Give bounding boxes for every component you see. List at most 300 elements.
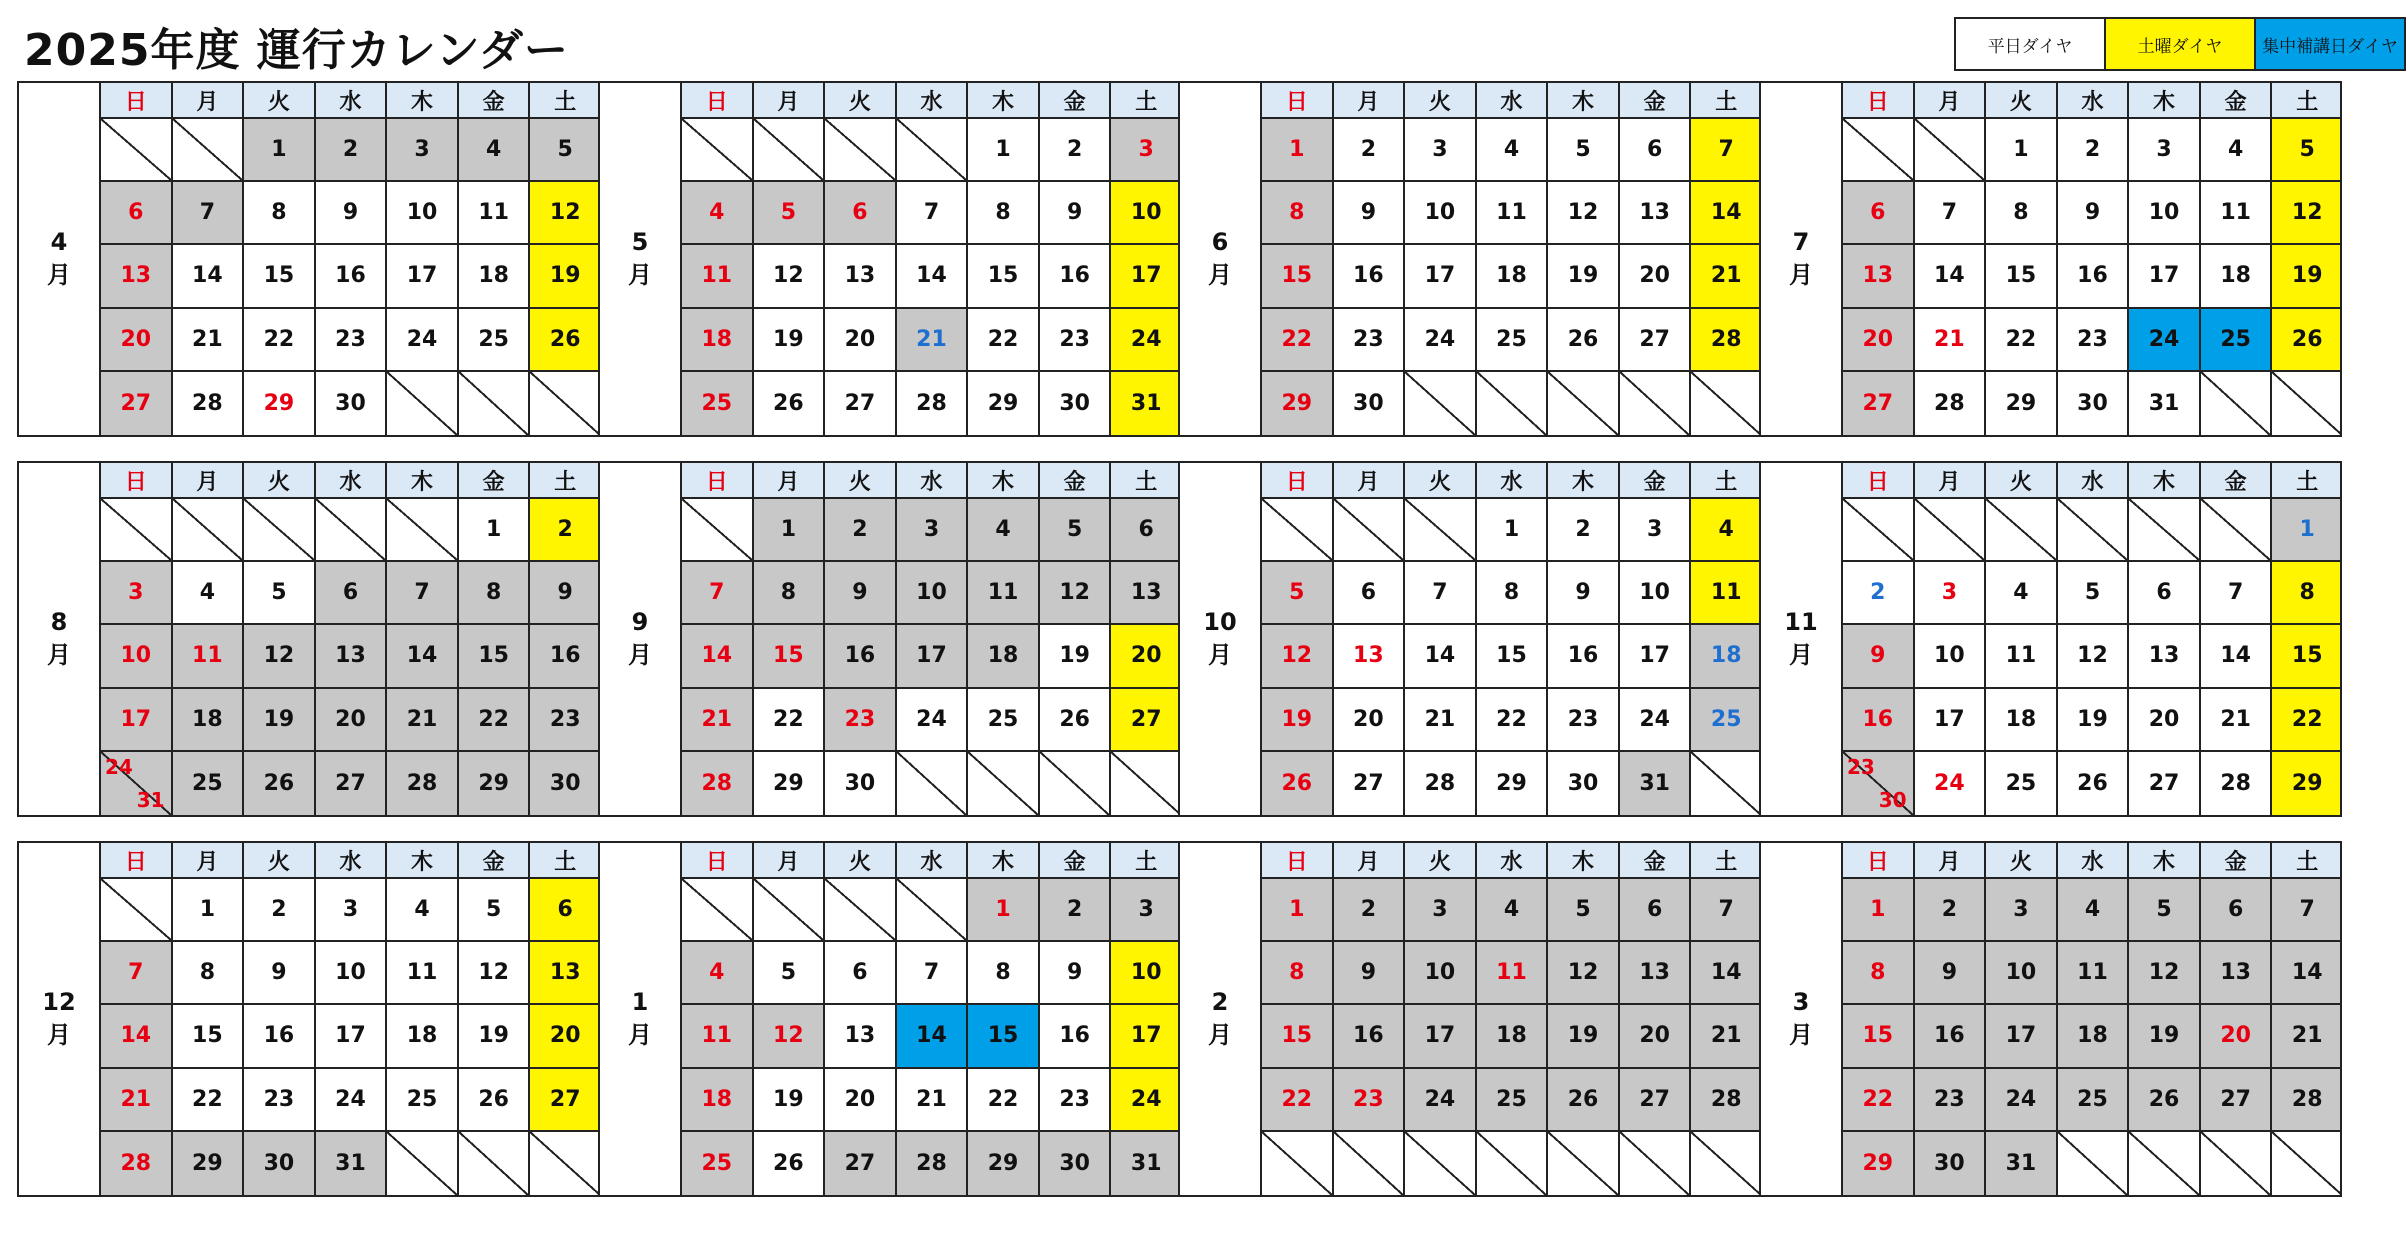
day-cell: 11	[457, 182, 529, 245]
day-cell: 11	[2056, 942, 2128, 1005]
day-cell: 11	[966, 562, 1038, 625]
day-cell: 7	[1689, 119, 1761, 182]
day-cell: 18	[385, 1005, 457, 1068]
month-unit: 月	[1208, 261, 1232, 289]
day-cell: 2	[1332, 879, 1404, 942]
day-cell: 30	[1038, 1132, 1110, 1195]
day-cell: 29	[1841, 1132, 1913, 1195]
weekday-header: 水	[895, 463, 967, 499]
day-cell: 6	[2199, 879, 2271, 942]
day-cell: 24	[895, 689, 967, 752]
month-label	[19, 83, 99, 435]
day-cell: 17	[895, 625, 967, 688]
day-cell: 10	[314, 942, 386, 1005]
weekday-header: 火	[1403, 83, 1475, 119]
day-cell: 1	[966, 879, 1038, 942]
day-cell: 3	[1403, 119, 1475, 182]
weekday-header: 金	[1618, 83, 1690, 119]
day-cell: 14	[1689, 182, 1761, 245]
day-cell: 27	[528, 1069, 600, 1132]
day-cell: 12	[1038, 562, 1110, 625]
day-cell: 3	[1109, 879, 1181, 942]
weekday-header: 火	[823, 463, 895, 499]
day-cell: 26	[1546, 1069, 1618, 1132]
day-cell: 1	[1841, 879, 1913, 942]
month-label	[1180, 843, 1260, 1195]
weekday-header: 金	[2199, 843, 2271, 879]
day-cell: 28	[2270, 1069, 2342, 1132]
day-cell: 13	[99, 245, 171, 308]
weekday-header: 木	[385, 463, 457, 499]
day-cell: 19	[2270, 245, 2342, 308]
day-cell: 10	[1403, 182, 1475, 245]
day-cell: 4	[1475, 879, 1547, 942]
month-unit: 月	[1789, 261, 1813, 289]
day-cell: 7	[895, 942, 967, 1005]
day-cell: 28	[895, 372, 967, 435]
month-grid	[1260, 83, 1761, 435]
day-cell: 13	[2127, 625, 2199, 688]
day-cell: 15	[1260, 245, 1332, 308]
day-cell: 20	[314, 689, 386, 752]
day-cell: 21	[680, 689, 752, 752]
empty-day-cell	[2270, 372, 2342, 435]
empty-day-cell	[2199, 1132, 2271, 1195]
day-cell: 28	[1913, 372, 1985, 435]
day-cell: 27	[1618, 1069, 1690, 1132]
day-cell: 30	[1332, 372, 1404, 435]
month-label	[19, 463, 99, 815]
day-cell: 15	[966, 245, 1038, 308]
day-cell: 24	[385, 309, 457, 372]
day-cell: 31	[1618, 752, 1690, 815]
day-cell: 2	[242, 879, 314, 942]
day-cell: 18	[171, 689, 243, 752]
day-cell: 14	[99, 1005, 171, 1068]
month-label	[1761, 83, 1841, 435]
day-cell: 4	[171, 562, 243, 625]
day-cell: 1	[171, 879, 243, 942]
day-cell: 17	[1913, 689, 1985, 752]
weekday-header: 木	[1546, 83, 1618, 119]
weekday-header: 金	[2199, 463, 2271, 499]
day-cell: 1	[966, 119, 1038, 182]
empty-day-cell	[1038, 752, 1110, 815]
month-number: 2	[1211, 988, 1229, 1016]
empty-day-cell	[966, 752, 1038, 815]
weekday-header: 土	[1109, 83, 1181, 119]
day-cell: 10	[1913, 625, 1985, 688]
weekday-header: 土	[2270, 463, 2342, 499]
day-cell: 5	[1546, 879, 1618, 942]
day-cell: 24	[1618, 689, 1690, 752]
day-cell: 13	[2199, 942, 2271, 1005]
weekday-header: 水	[314, 83, 386, 119]
empty-day-cell	[823, 879, 895, 942]
weekday-header: 日	[99, 463, 171, 499]
day-cell: 30	[1038, 372, 1110, 435]
empty-day-cell	[1984, 499, 2056, 562]
weekday-header: 木	[2127, 463, 2199, 499]
month-label	[19, 843, 99, 1195]
day-cell: 16	[1332, 245, 1404, 308]
day-cell: 27	[1841, 372, 1913, 435]
day-cell: 18	[1984, 689, 2056, 752]
day-cell: 7	[1913, 182, 1985, 245]
empty-day-cell	[1689, 1132, 1761, 1195]
day-cell: 8	[1475, 562, 1547, 625]
day-cell: 1	[2270, 499, 2342, 562]
day-cell: 26	[2056, 752, 2128, 815]
day-cell: 23	[2056, 309, 2128, 372]
day-cell: 28	[1689, 1069, 1761, 1132]
weekday-header: 月	[1332, 83, 1404, 119]
month-label	[1761, 463, 1841, 815]
month-block	[1759, 81, 2342, 437]
empty-day-cell	[2270, 1132, 2342, 1195]
day-cell: 30	[314, 372, 386, 435]
day-cell: 9	[2056, 182, 2128, 245]
day-cell: 12	[1546, 942, 1618, 1005]
day-cell: 21	[1689, 245, 1761, 308]
empty-day-cell	[823, 119, 895, 182]
day-cell: 11	[680, 1005, 752, 1068]
day-cell: 15	[752, 625, 824, 688]
day-cell: 2	[1913, 879, 1985, 942]
day-cell: 20	[823, 1069, 895, 1132]
weekday-header: 月	[171, 463, 243, 499]
day-cell: 3	[1403, 879, 1475, 942]
day-cell: 11	[385, 942, 457, 1005]
day-cell: 29	[1984, 372, 2056, 435]
day-cell: 12	[528, 182, 600, 245]
weekday-header: 月	[1913, 83, 1985, 119]
day-cell: 4	[2056, 879, 2128, 942]
weekday-header: 日	[99, 843, 171, 879]
month-grid	[99, 463, 600, 815]
day-cell: 26	[2270, 309, 2342, 372]
day-cell: 22	[1260, 309, 1332, 372]
month-grid	[680, 83, 1181, 435]
month-grid	[99, 843, 600, 1195]
month-grid	[1841, 463, 2342, 815]
day-cell: 18	[2199, 245, 2271, 308]
empty-day-cell	[1546, 1132, 1618, 1195]
day-cell: 4	[680, 942, 752, 1005]
day-cell: 13	[1618, 182, 1690, 245]
day-cell: 6	[823, 942, 895, 1005]
weekday-header: 水	[314, 463, 386, 499]
day-cell: 28	[2199, 752, 2271, 815]
weekday-header: 金	[1618, 463, 1690, 499]
weekday-header: 月	[1913, 463, 1985, 499]
day-cell: 5	[1546, 119, 1618, 182]
day-cell: 7	[1689, 879, 1761, 942]
weekday-header: 水	[895, 843, 967, 879]
empty-day-cell	[385, 1132, 457, 1195]
month-unit: 月	[47, 641, 71, 669]
day-cell: 22	[1475, 689, 1547, 752]
day-cell: 3	[314, 879, 386, 942]
day-cell: 26	[1260, 752, 1332, 815]
day-cell: 20	[99, 309, 171, 372]
day-cell: 17	[1403, 1005, 1475, 1068]
day-cell: 27	[823, 1132, 895, 1195]
split-day-lower: 30	[1878, 788, 1907, 812]
day-cell: 22	[752, 689, 824, 752]
day-cell: 23	[1546, 689, 1618, 752]
day-cell: 27	[1332, 752, 1404, 815]
day-cell: 14	[1913, 245, 1985, 308]
empty-day-cell	[1913, 499, 1985, 562]
empty-day-cell	[385, 499, 457, 562]
weekday-header: 月	[752, 463, 824, 499]
day-cell: 19	[2127, 1005, 2199, 1068]
day-cell: 21	[1403, 689, 1475, 752]
day-cell: 14	[2270, 942, 2342, 1005]
empty-day-cell	[2127, 499, 2199, 562]
day-cell: 20	[1332, 689, 1404, 752]
day-cell: 18	[966, 625, 1038, 688]
day-cell: 25	[966, 689, 1038, 752]
month-block	[17, 461, 600, 817]
day-cell: 28	[895, 1132, 967, 1195]
empty-day-cell	[1109, 752, 1181, 815]
empty-day-cell	[2199, 499, 2271, 562]
month-label	[1761, 843, 1841, 1195]
day-cell: 21	[1689, 1005, 1761, 1068]
month-label	[600, 83, 680, 435]
day-cell: 2	[1841, 562, 1913, 625]
month-unit: 月	[1208, 641, 1232, 669]
day-cell: 25	[1475, 309, 1547, 372]
weekday-header: 火	[1984, 843, 2056, 879]
day-cell: 2	[1546, 499, 1618, 562]
month-number: 8	[50, 608, 68, 636]
day-cell: 24	[1109, 309, 1181, 372]
day-cell: 25	[1984, 752, 2056, 815]
day-cell: 24	[1109, 1069, 1181, 1132]
weekday-header: 木	[2127, 843, 2199, 879]
day-cell: 23	[1332, 309, 1404, 372]
day-cell: 25	[680, 1132, 752, 1195]
weekday-header: 土	[2270, 83, 2342, 119]
day-cell: 23	[528, 689, 600, 752]
month-unit: 月	[1789, 641, 1813, 669]
split-day-cell	[1841, 752, 1913, 815]
empty-day-cell	[680, 119, 752, 182]
day-cell: 21	[171, 309, 243, 372]
day-cell: 1	[242, 119, 314, 182]
weekday-header: 土	[1689, 83, 1761, 119]
day-cell: 18	[680, 1069, 752, 1132]
day-cell: 4	[457, 119, 529, 182]
day-cell: 8	[457, 562, 529, 625]
empty-day-cell	[1689, 752, 1761, 815]
month-block	[598, 841, 1181, 1197]
day-cell: 29	[2270, 752, 2342, 815]
month-unit: 月	[628, 1021, 652, 1049]
day-cell: 14	[895, 245, 967, 308]
day-cell: 1	[457, 499, 529, 562]
day-cell: 14	[2199, 625, 2271, 688]
day-cell: 6	[528, 879, 600, 942]
day-cell: 16	[823, 625, 895, 688]
day-cell: 13	[1332, 625, 1404, 688]
day-cell: 13	[1618, 942, 1690, 1005]
empty-day-cell	[1260, 499, 1332, 562]
day-cell: 20	[2199, 1005, 2271, 1068]
day-cell: 12	[457, 942, 529, 1005]
weekday-header: 火	[1984, 463, 2056, 499]
day-cell: 30	[2056, 372, 2128, 435]
weekday-header: 火	[1984, 83, 2056, 119]
day-cell: 19	[752, 309, 824, 372]
weekday-header: 土	[528, 83, 600, 119]
day-cell: 24	[1984, 1069, 2056, 1132]
empty-day-cell	[1913, 119, 1985, 182]
day-cell: 18	[2056, 1005, 2128, 1068]
day-cell: 8	[1260, 942, 1332, 1005]
day-cell: 30	[1913, 1132, 1985, 1195]
day-cell: 8	[1260, 182, 1332, 245]
day-cell: 3	[385, 119, 457, 182]
day-cell: 28	[385, 752, 457, 815]
day-cell: 1	[1260, 119, 1332, 182]
empty-day-cell	[1260, 1132, 1332, 1195]
day-cell: 22	[1984, 309, 2056, 372]
weekday-header: 土	[2270, 843, 2342, 879]
day-cell: 17	[314, 1005, 386, 1068]
day-cell: 18	[1475, 245, 1547, 308]
day-cell: 31	[1109, 1132, 1181, 1195]
empty-day-cell	[2056, 1132, 2128, 1195]
month-block	[598, 461, 1181, 817]
day-cell: 29	[752, 752, 824, 815]
day-cell: 7	[99, 942, 171, 1005]
weekday-header: 月	[752, 83, 824, 119]
day-cell: 20	[528, 1005, 600, 1068]
day-cell: 29	[966, 372, 1038, 435]
day-cell: 2	[528, 499, 600, 562]
month-number: 1	[631, 988, 649, 1016]
day-cell: 30	[528, 752, 600, 815]
day-cell: 28	[99, 1132, 171, 1195]
month-number: 3	[1792, 988, 1810, 1016]
day-cell: 15	[457, 625, 529, 688]
day-cell: 11	[1984, 625, 2056, 688]
weekday-header: 木	[1546, 843, 1618, 879]
day-cell: 15	[1984, 245, 2056, 308]
day-cell: 19	[2056, 689, 2128, 752]
legend-intensive-class-schedule: 集中補講日ダイヤ	[2256, 19, 2404, 69]
day-cell: 6	[99, 182, 171, 245]
day-cell: 28	[680, 752, 752, 815]
day-cell: 11	[1475, 182, 1547, 245]
day-cell: 26	[752, 1132, 824, 1195]
day-cell: 5	[2056, 562, 2128, 625]
day-cell: 16	[242, 1005, 314, 1068]
day-cell: 11	[1475, 942, 1547, 1005]
day-cell: 9	[1038, 942, 1110, 1005]
split-day-lower: 31	[136, 788, 165, 812]
month-unit: 月	[47, 1021, 71, 1049]
day-cell: 22	[966, 1069, 1038, 1132]
empty-day-cell	[1689, 372, 1761, 435]
day-cell: 6	[1618, 119, 1690, 182]
empty-day-cell	[1475, 372, 1547, 435]
empty-day-cell	[1841, 499, 1913, 562]
weekday-header: 土	[528, 463, 600, 499]
day-cell: 14	[680, 625, 752, 688]
empty-day-cell	[895, 752, 967, 815]
day-cell: 5	[1260, 562, 1332, 625]
weekday-header: 火	[242, 843, 314, 879]
month-number: 5	[631, 228, 649, 256]
day-cell: 12	[2056, 625, 2128, 688]
day-cell: 22	[2270, 689, 2342, 752]
weekday-header: 水	[2056, 83, 2128, 119]
day-cell: 8	[966, 182, 1038, 245]
weekday-header: 水	[1475, 843, 1547, 879]
day-cell: 22	[457, 689, 529, 752]
empty-day-cell	[528, 1132, 600, 1195]
day-cell: 15	[171, 1005, 243, 1068]
day-cell: 28	[1689, 309, 1761, 372]
legend	[1954, 17, 2406, 71]
day-cell: 10	[1403, 942, 1475, 1005]
empty-day-cell	[1403, 372, 1475, 435]
day-cell: 3	[895, 499, 967, 562]
weekday-header: 土	[1109, 843, 1181, 879]
weekday-header: 日	[1841, 463, 1913, 499]
day-cell: 9	[1841, 625, 1913, 688]
day-cell: 19	[1546, 1005, 1618, 1068]
day-cell: 7	[171, 182, 243, 245]
day-cell: 4	[1984, 562, 2056, 625]
weekday-header: 月	[1332, 843, 1404, 879]
legend-saturday-schedule: 土曜ダイヤ	[2106, 19, 2256, 69]
empty-day-cell	[680, 499, 752, 562]
empty-day-cell	[752, 119, 824, 182]
day-cell: 9	[1038, 182, 1110, 245]
month-grid	[680, 463, 1181, 815]
day-cell: 10	[1984, 942, 2056, 1005]
day-cell: 9	[528, 562, 600, 625]
weekday-header: 土	[1109, 463, 1181, 499]
day-cell: 29	[1475, 752, 1547, 815]
day-cell: 23	[314, 309, 386, 372]
day-cell: 3	[1913, 562, 1985, 625]
weekday-header: 水	[1475, 83, 1547, 119]
day-cell: 11	[1689, 562, 1761, 625]
weekday-header: 土	[528, 843, 600, 879]
day-cell: 19	[242, 689, 314, 752]
day-cell: 17	[1109, 245, 1181, 308]
day-cell: 27	[1618, 309, 1690, 372]
day-cell: 13	[823, 245, 895, 308]
day-cell: 26	[242, 752, 314, 815]
day-cell: 15	[1475, 625, 1547, 688]
day-cell: 30	[1546, 752, 1618, 815]
day-cell: 20	[1109, 625, 1181, 688]
day-cell: 14	[1403, 625, 1475, 688]
day-cell: 18	[457, 245, 529, 308]
empty-day-cell	[171, 499, 243, 562]
day-cell: 17	[385, 245, 457, 308]
day-cell: 2	[1038, 879, 1110, 942]
month-number: 9	[631, 608, 649, 636]
